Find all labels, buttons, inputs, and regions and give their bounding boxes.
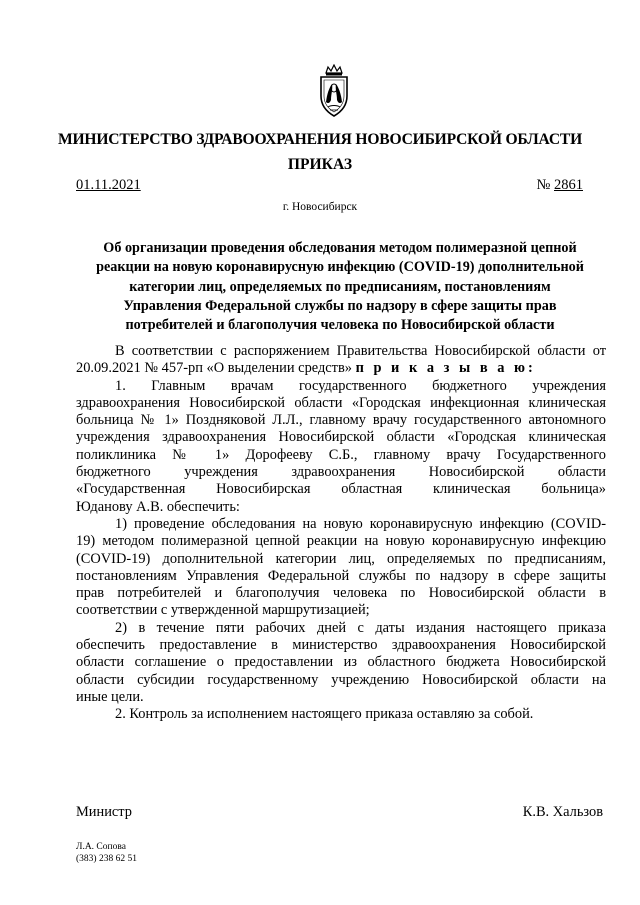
body-line: иные цели. [76, 688, 144, 705]
body-line: здравоохранения Новосибирской области «Городская инфекционная клиническая [76, 394, 606, 411]
executor-phone: (383) 238 62 51 [76, 854, 137, 864]
signatory-title: Министр [76, 804, 132, 820]
body-line: (COVID-19) дополнительной категории лиц, определяемых по предписаниям, [76, 550, 606, 567]
order-number [537, 177, 583, 194]
body-line: больница № 1» Поздняковой Л.Л., главному врачу государственного автономного [76, 412, 606, 429]
order-date: 01.11.2021 [76, 177, 141, 193]
subject-line: реакции на новую коронавирусную инфекцию (COVID-19) дополнительной [96, 259, 584, 276]
body-line: области соглашение о предоставлении из областного бюджета Новосибирской [76, 654, 606, 671]
body-line: прав потребителей и благополучия человека по Новосибирской области в [76, 585, 606, 602]
ministry-title: МИНИСТЕРСТВО ЗДРАВООХРАНЕНИЯ НОВОСИБИРСКОЙ ОБЛАСТИ [57, 131, 583, 148]
body-line: 2. Контроль за исполнением настоящего приказа оставляю за собой. [115, 706, 534, 723]
issue-city: г. Новосибирск [282, 201, 358, 213]
order-verb: п р и к а з ы в а ю: [355, 360, 536, 377]
subject-line: потребителей и благополучия человека по Новосибирской области [125, 317, 555, 334]
body-line: области субсидии государственному учреждению Новосибирской области на [76, 671, 606, 688]
body-line: 19) методом полимеразной цепной реакции на новую коронавирусную инфекцию [76, 533, 606, 550]
body-line: бюджетного учреждения здравоохранения Новосибирской области [76, 464, 606, 481]
body-line: «Государственная Новосибирская областная клиническая больница» [76, 481, 606, 498]
body-line: обеспечить предоставление в министерство здравоохранения Новосибирской [76, 637, 606, 654]
subject-line: категории лиц, определяемых по предписаниям, постановлениям [129, 278, 551, 295]
body-line: Юданову А.В. обеспечить: [76, 498, 240, 515]
body-line: соответствии с утвержденной маршрутизацией; [76, 602, 370, 619]
body-line [76, 360, 606, 377]
coat-of-arms-emblem [312, 64, 356, 118]
body-line: учреждения здравоохранения Новосибирской области «Городская клиническая [76, 429, 606, 446]
legal-basis-text: 20.09.2021 № 457-рп «О выделении средств» [76, 360, 352, 377]
body-line: поликлиника № 1» Дорофееву С.Б., главному врачу Государственного [76, 446, 606, 463]
subject-line: Управления Федеральной службы по надзору в сфере защиты прав [123, 297, 557, 314]
body-line: постановлениям Управления Федеральной службы по надзору в сфере защиты [76, 567, 606, 584]
body-line: 2) в течение пяти рабочих дней с даты издания настоящего приказа [115, 619, 606, 636]
order-subject [76, 239, 604, 335]
body-line: В соответствии с распоряжением Правительства Новосибирской области от [115, 343, 606, 359]
number-sign: № [536, 177, 551, 193]
subject-line: Об организации проведения обследования методом полимеразной цепной [103, 240, 577, 256]
order-body [76, 343, 606, 724]
body-line: 1. Главным врачам государственного бюджетного учреждения [115, 377, 606, 394]
signatory-name: К.В. Хальзов [522, 804, 603, 820]
executor-info [76, 841, 137, 865]
body-line: 1) проведение обследования на новую коронавирусную инфекцию (COVID- [115, 515, 606, 532]
executor-name: Л.А. Сопова [76, 842, 126, 852]
order-number-value: 2861 [554, 177, 583, 193]
document-type-title: ПРИКАЗ [287, 156, 353, 173]
